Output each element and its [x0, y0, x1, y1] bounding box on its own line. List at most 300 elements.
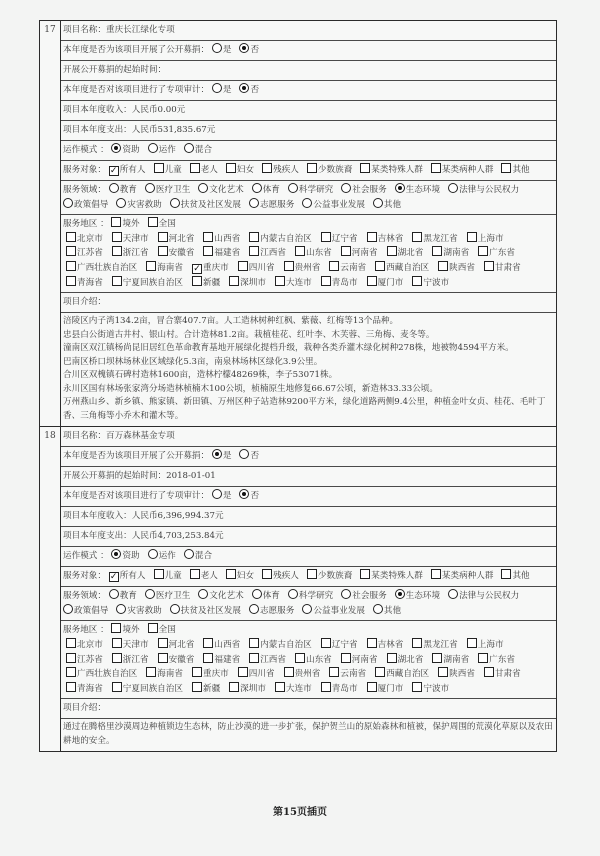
checkbox-checked-icon[interactable]: ✓ — [109, 166, 118, 176]
region-option[interactable] — [367, 232, 404, 247]
service-target-option[interactable] — [226, 162, 254, 179]
service-field-option[interactable] — [252, 589, 280, 604]
region-option[interactable] — [112, 246, 149, 261]
operation-mode-option[interactable] — [148, 548, 176, 565]
checkbox-icon[interactable] — [412, 638, 422, 648]
service-field-row — [61, 180, 556, 214]
checkbox-icon[interactable] — [412, 276, 422, 286]
radio-icon[interactable] — [249, 198, 259, 208]
checkbox-icon[interactable] — [321, 276, 331, 286]
region-option[interactable] — [249, 638, 312, 653]
radio-selected-icon[interactable] — [111, 549, 121, 559]
service-field-option[interactable] — [373, 198, 401, 213]
service-area-option[interactable] — [111, 217, 139, 232]
region-option[interactable] — [341, 653, 378, 668]
checkbox-icon[interactable] — [203, 638, 213, 648]
region-option[interactable] — [158, 638, 195, 653]
region-option[interactable] — [467, 232, 504, 247]
region-option[interactable] — [146, 667, 183, 682]
region-option[interactable] — [66, 682, 103, 697]
income-label: 项目本年度收入： — [63, 105, 132, 115]
service-target-option[interactable] — [360, 162, 423, 179]
fundraising-yes-option[interactable] — [212, 448, 232, 465]
checkbox-icon[interactable] — [432, 246, 442, 256]
service-target-option[interactable] — [190, 568, 218, 585]
checkbox-icon[interactable] — [158, 638, 168, 648]
radio-icon[interactable] — [148, 549, 158, 559]
checkbox-icon[interactable] — [146, 667, 156, 677]
region-option[interactable] — [484, 261, 521, 276]
service-field-label: 服务领域： — [63, 185, 109, 195]
checkbox-icon[interactable] — [226, 569, 236, 579]
radio-icon[interactable] — [145, 183, 155, 193]
checkbox-icon[interactable] — [275, 682, 285, 692]
checkbox-icon[interactable] — [226, 163, 236, 173]
checkbox-icon[interactable] — [341, 653, 351, 663]
region-option[interactable] — [412, 638, 457, 653]
region-label: 重庆市 — [202, 262, 229, 273]
checkbox-icon[interactable] — [229, 682, 239, 692]
region-option[interactable] — [478, 653, 515, 668]
region-option[interactable] — [432, 653, 469, 668]
region-option[interactable] — [66, 653, 103, 668]
service-target-option[interactable] — [262, 162, 299, 179]
radio-icon[interactable] — [302, 198, 312, 208]
radio-icon[interactable] — [212, 489, 222, 499]
checkbox-icon[interactable] — [192, 276, 202, 286]
radio-icon[interactable] — [184, 549, 194, 559]
checkbox-icon[interactable] — [249, 638, 259, 648]
region-option[interactable] — [203, 638, 240, 653]
service-field-option[interactable] — [249, 198, 294, 213]
checkbox-icon[interactable] — [203, 246, 213, 256]
checkbox-icon[interactable] — [112, 682, 122, 692]
region-option[interactable] — [112, 276, 183, 291]
region-option[interactable] — [192, 276, 220, 291]
region-option[interactable] — [203, 653, 240, 668]
service-field-option[interactable] — [373, 604, 401, 619]
checkbox-icon[interactable] — [238, 261, 248, 271]
region-option[interactable] — [158, 232, 195, 247]
checkbox-icon[interactable] — [275, 276, 285, 286]
checkbox-icon[interactable] — [307, 569, 317, 579]
radio-icon[interactable] — [116, 604, 126, 614]
checkbox-icon[interactable] — [438, 667, 448, 677]
radio-icon[interactable] — [148, 143, 158, 153]
audit-no-option[interactable] — [239, 488, 259, 505]
region-option[interactable] — [66, 638, 103, 653]
checkbox-icon[interactable] — [158, 246, 168, 256]
checkbox-icon[interactable] — [66, 276, 76, 286]
checkbox-icon[interactable] — [249, 246, 259, 256]
service-field-option[interactable] — [288, 183, 333, 198]
region-list — [63, 232, 554, 290]
checkbox-icon[interactable] — [329, 261, 339, 271]
checkbox-icon[interactable] — [192, 682, 202, 692]
service-target-option[interactable] — [109, 568, 146, 585]
service-area-option[interactable] — [148, 217, 176, 232]
checkbox-icon[interactable] — [484, 667, 494, 677]
region-option[interactable] — [367, 682, 404, 697]
region-option[interactable] — [192, 667, 229, 682]
service-field-option[interactable] — [448, 183, 519, 198]
checkbox-icon[interactable] — [148, 217, 158, 227]
region-option[interactable] — [341, 246, 378, 261]
region-label: 天津市 — [122, 639, 149, 650]
radio-icon[interactable] — [288, 183, 298, 193]
region-option[interactable] — [438, 261, 475, 276]
service-target-row — [61, 566, 556, 586]
service-field-option[interactable] — [145, 589, 190, 604]
fundraising-no-label: 否 — [250, 451, 260, 462]
radio-selected-icon[interactable] — [239, 489, 249, 499]
region-option[interactable] — [238, 667, 275, 682]
region-option[interactable] — [158, 246, 195, 261]
radio-icon[interactable] — [212, 83, 222, 93]
checkbox-icon[interactable] — [249, 232, 259, 242]
radio-icon[interactable] — [341, 589, 351, 599]
radio-icon[interactable] — [249, 604, 259, 614]
checkbox-icon[interactable] — [467, 638, 477, 648]
region-option[interactable] — [387, 653, 424, 668]
region-option[interactable] — [467, 638, 504, 653]
service-area-option[interactable] — [111, 623, 139, 638]
region-option[interactable] — [158, 653, 195, 668]
checkbox-icon[interactable] — [360, 569, 370, 579]
service-target-option[interactable] — [154, 568, 182, 585]
checkbox-icon[interactable] — [284, 667, 294, 677]
region-option[interactable] — [203, 232, 240, 247]
checkbox-icon[interactable] — [321, 232, 331, 242]
checkbox-icon[interactable] — [112, 276, 122, 286]
region-option[interactable] — [249, 246, 286, 261]
checkbox-icon[interactable] — [66, 653, 76, 663]
service-field-option[interactable] — [116, 198, 161, 213]
audit-no-option[interactable] — [239, 82, 259, 99]
service-field-label: 教育 — [119, 185, 137, 195]
checkbox-icon[interactable] — [438, 261, 448, 271]
region-label: 山东省 — [305, 248, 332, 259]
radio-selected-icon[interactable] — [111, 143, 121, 153]
region-option[interactable] — [412, 276, 449, 291]
radio-selected-icon[interactable] — [395, 183, 405, 193]
region-option[interactable] — [249, 653, 286, 668]
checkbox-icon[interactable] — [249, 653, 259, 663]
checkbox-icon[interactable] — [375, 667, 385, 677]
checkbox-icon[interactable] — [112, 246, 122, 256]
checkbox-icon[interactable] — [367, 232, 377, 242]
checkbox-icon[interactable] — [262, 569, 272, 579]
region-option[interactable] — [284, 667, 321, 682]
radio-icon[interactable] — [373, 604, 383, 614]
service-field-label: 社会服务 — [352, 591, 387, 602]
checkbox-icon[interactable] — [484, 261, 494, 271]
region-option[interactable] — [321, 232, 358, 247]
service-field-option[interactable] — [252, 183, 280, 198]
intro-label: 项目介绍： — [63, 297, 106, 308]
checkbox-icon[interactable] — [431, 163, 441, 173]
checkbox-icon[interactable] — [501, 569, 511, 579]
service-field-option[interactable] — [448, 589, 519, 604]
checkbox-icon[interactable] — [146, 261, 156, 271]
service-field-option[interactable] — [109, 589, 137, 604]
checkbox-icon[interactable] — [387, 653, 397, 663]
radio-selected-icon[interactable] — [212, 449, 222, 459]
service-area-label: 服务地区 ： — [63, 625, 112, 636]
checkbox-icon[interactable] — [190, 569, 200, 579]
region-option[interactable] — [66, 246, 103, 261]
service-area-option[interactable] — [148, 623, 176, 638]
checkbox-icon[interactable] — [367, 682, 377, 692]
service-field-option[interactable] — [302, 198, 365, 213]
service-field-option[interactable] — [63, 198, 108, 213]
checkbox-checked-icon[interactable]: ✓ — [193, 263, 201, 274]
region-option[interactable] — [275, 276, 312, 291]
service-field-option[interactable] — [341, 183, 386, 198]
region-option[interactable] — [432, 246, 469, 261]
radio-icon[interactable] — [198, 589, 208, 599]
operation-mode-option[interactable] — [184, 548, 212, 565]
service-field-option[interactable] — [302, 604, 365, 619]
radio-icon[interactable] — [212, 43, 222, 53]
operation-mode-option[interactable] — [184, 142, 212, 159]
checkbox-icon[interactable] — [158, 232, 168, 242]
radio-icon[interactable] — [170, 604, 180, 614]
checkbox-icon[interactable] — [66, 232, 76, 242]
checkbox-icon[interactable] — [262, 163, 272, 173]
service-target-option[interactable] — [190, 162, 218, 179]
service-field-option[interactable] — [170, 198, 241, 213]
checkbox-icon[interactable] — [321, 638, 331, 648]
expense-label: 项目本年度支出： — [63, 125, 132, 135]
fundraising-no-option[interactable] — [239, 448, 259, 465]
checkbox-icon[interactable] — [341, 246, 351, 256]
income-row — [61, 100, 556, 120]
region-option[interactable] — [66, 261, 137, 276]
fundraising-yes-option[interactable] — [212, 42, 232, 59]
service-field-option[interactable] — [145, 183, 190, 198]
checkbox-icon[interactable] — [367, 638, 377, 648]
region-option[interactable] — [295, 653, 332, 668]
checkbox-icon[interactable] — [112, 638, 122, 648]
checkbox-icon[interactable] — [367, 276, 377, 286]
checkbox-checked-icon[interactable]: ✓ — [109, 572, 118, 583]
region-option[interactable] — [66, 276, 103, 291]
operation-mode-option[interactable] — [111, 142, 139, 159]
checkbox-icon[interactable] — [295, 653, 305, 663]
checkbox-icon[interactable] — [66, 261, 76, 271]
region-option[interactable] — [478, 246, 515, 261]
service-target-label: 儿童 — [164, 165, 182, 175]
expense-label: 项目本年度支出： — [63, 531, 132, 542]
region-option[interactable] — [387, 246, 424, 261]
checkbox-icon[interactable] — [66, 682, 76, 692]
region-option[interactable] — [321, 682, 358, 697]
service-target-label: 老人 — [200, 571, 218, 582]
region-label: 福建省 — [214, 654, 241, 665]
service-target-option[interactable] — [501, 162, 529, 179]
checkbox-icon[interactable] — [203, 232, 213, 242]
region-option[interactable] — [249, 232, 312, 247]
service-target-option[interactable] — [226, 568, 254, 585]
service-field-option[interactable] — [198, 183, 243, 198]
checkbox-icon[interactable] — [229, 276, 239, 286]
radio-selected-icon[interactable] — [239, 83, 249, 93]
region-option[interactable] — [329, 667, 366, 682]
checkbox-icon[interactable] — [375, 261, 385, 271]
checkbox-icon[interactable] — [478, 246, 488, 256]
checkbox-icon[interactable] — [154, 163, 164, 173]
region-option[interactable] — [146, 261, 183, 276]
audit-yes-option[interactable] — [212, 488, 232, 505]
service-target-label: 少数族裔 — [317, 571, 353, 582]
radio-icon[interactable] — [63, 604, 73, 614]
checkbox-icon[interactable] — [111, 623, 121, 633]
service-target-option[interactable] — [360, 568, 423, 585]
checkbox-icon[interactable] — [478, 653, 488, 663]
region-option[interactable] — [112, 638, 149, 653]
checkbox-icon[interactable] — [66, 246, 76, 256]
service-target-option[interactable] — [307, 568, 352, 585]
checkbox-icon[interactable] — [284, 261, 294, 271]
region-option[interactable] — [438, 667, 475, 682]
region-option[interactable] — [367, 638, 404, 653]
checkbox-icon[interactable] — [111, 217, 121, 227]
radio-icon[interactable] — [341, 183, 351, 193]
service-target-option[interactable] — [501, 568, 529, 585]
radio-icon[interactable] — [373, 198, 383, 208]
region-option[interactable] — [275, 682, 312, 697]
service-area-row — [61, 214, 556, 292]
checkbox-icon[interactable] — [203, 653, 213, 663]
radio-icon[interactable] — [116, 198, 126, 208]
service-field-option[interactable] — [395, 183, 440, 198]
region-option[interactable] — [192, 682, 220, 697]
region-option[interactable] — [66, 232, 103, 247]
checkbox-icon[interactable] — [360, 163, 370, 173]
region-option[interactable] — [284, 261, 321, 276]
service-field-option[interactable] — [249, 604, 294, 619]
checkbox-icon[interactable] — [112, 232, 122, 242]
radio-icon[interactable] — [109, 183, 119, 193]
region-option[interactable] — [321, 276, 358, 291]
radio-icon[interactable] — [109, 589, 119, 599]
radio-icon[interactable] — [198, 183, 208, 193]
checkbox-icon[interactable] — [190, 163, 200, 173]
checkbox-icon[interactable] — [431, 569, 441, 579]
region-option[interactable] — [112, 232, 149, 247]
checkbox-icon[interactable] — [412, 682, 422, 692]
radio-selected-icon[interactable] — [239, 43, 249, 53]
radio-icon[interactable] — [252, 183, 262, 193]
region-label: 甘肃省 — [494, 262, 521, 273]
service-target-label: 妇女 — [236, 165, 255, 175]
region-option[interactable] — [229, 682, 266, 697]
region-label: 吉林省 — [377, 639, 404, 650]
region-option[interactable] — [192, 262, 229, 276]
radio-icon[interactable] — [184, 143, 194, 153]
radio-icon[interactable] — [239, 449, 249, 459]
radio-icon[interactable] — [252, 589, 262, 599]
service-field-option[interactable] — [109, 183, 137, 198]
region-option[interactable] — [203, 246, 240, 261]
service-target-label: 其他 — [512, 165, 530, 175]
service-field-option[interactable] — [170, 604, 241, 619]
region-option[interactable] — [112, 653, 149, 668]
service-target-option[interactable] — [109, 162, 146, 179]
checkbox-icon[interactable] — [158, 653, 168, 663]
radio-icon[interactable] — [170, 198, 180, 208]
audit-yes-option[interactable] — [212, 82, 232, 99]
radio-icon[interactable] — [448, 589, 458, 599]
checkbox-icon[interactable] — [192, 667, 202, 677]
service-target-option[interactable] — [262, 568, 299, 585]
checkbox-icon[interactable] — [501, 163, 511, 173]
checkbox-icon[interactable] — [295, 246, 305, 256]
service-target-option[interactable] — [154, 162, 182, 179]
radio-icon[interactable] — [145, 589, 155, 599]
region-option[interactable] — [66, 667, 137, 682]
region-option[interactable] — [375, 667, 429, 682]
service-field-option[interactable] — [198, 589, 243, 604]
fundraising-no-option[interactable] — [239, 42, 259, 59]
operation-mode-option[interactable] — [111, 548, 139, 565]
service-field-option[interactable] — [116, 604, 161, 619]
checkbox-icon[interactable] — [148, 623, 158, 633]
region-option[interactable] — [412, 682, 449, 697]
region-option[interactable] — [229, 276, 266, 291]
service-target-option[interactable] — [307, 162, 352, 179]
region-option[interactable] — [412, 232, 457, 247]
region-label: 湖北省 — [397, 654, 424, 665]
checkbox-icon[interactable] — [412, 232, 422, 242]
checkbox-icon[interactable] — [238, 667, 248, 677]
radio-icon[interactable] — [288, 589, 298, 599]
checkbox-icon[interactable] — [66, 667, 76, 677]
checkbox-icon[interactable] — [154, 569, 164, 579]
radio-icon[interactable] — [302, 604, 312, 614]
region-label: 宁夏回族自治区 — [122, 683, 183, 694]
service-field-option[interactable] — [395, 589, 440, 604]
checkbox-icon[interactable] — [66, 638, 76, 648]
region-option[interactable] — [238, 261, 275, 276]
region-option[interactable] — [329, 261, 366, 276]
region-option[interactable] — [295, 246, 332, 261]
region-option[interactable] — [321, 638, 358, 653]
radio-icon[interactable] — [63, 198, 73, 208]
region-option[interactable] — [484, 667, 521, 682]
operation-mode-option[interactable] — [148, 142, 176, 159]
service-target-option[interactable] — [431, 568, 494, 585]
checkbox-icon[interactable] — [387, 246, 397, 256]
region-option[interactable] — [112, 682, 183, 697]
checkbox-icon[interactable] — [307, 163, 317, 173]
service-target-option[interactable] — [431, 162, 494, 179]
service-field-option[interactable] — [341, 589, 386, 604]
radio-selected-icon[interactable] — [395, 589, 405, 599]
service-field-option[interactable] — [63, 604, 108, 619]
service-field-option[interactable] — [288, 589, 333, 604]
checkbox-icon[interactable] — [467, 232, 477, 242]
checkbox-icon[interactable] — [432, 653, 442, 663]
region-label: 天津市 — [122, 233, 149, 244]
region-option[interactable] — [375, 261, 429, 276]
region-option[interactable] — [367, 276, 404, 291]
checkbox-icon[interactable] — [112, 653, 122, 663]
checkbox-icon[interactable] — [329, 667, 339, 677]
checkbox-icon[interactable] — [321, 682, 331, 692]
radio-icon[interactable] — [448, 183, 458, 193]
